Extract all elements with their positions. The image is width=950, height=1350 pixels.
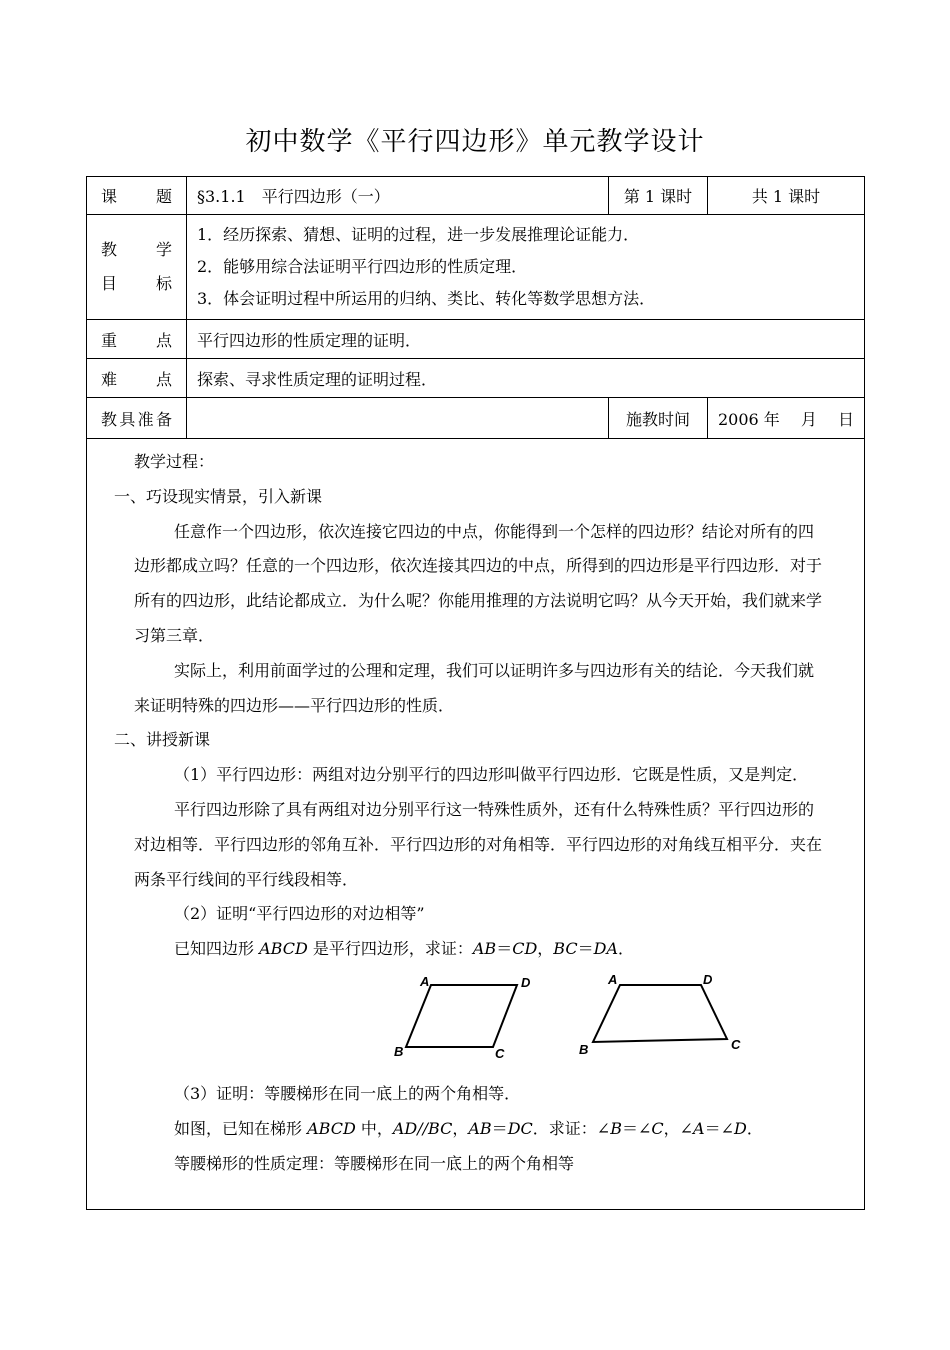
key-point-row (87, 320, 865, 359)
process-row (87, 439, 865, 1210)
time-label: 施教时间 (609, 398, 708, 439)
topic-label: 课 题 (87, 177, 187, 215)
vertex-label: C (731, 1036, 741, 1052)
key-point-text: 平行四边形的性质定理的证明． (187, 320, 865, 359)
paragraph: 任意作一个四边形，依次连接它四边的中点，你能得到一个怎样的四边形？结论对所有的四边形都成立吗？任意的一个四边形，依次连接其四边的中点，所得到的四边形是平行四边形．对于所有的四边形，此结论都成立．为什么呢？你能用推理的方法说明它吗？从今天开始，我们就来学习第三章． (134, 521, 823, 645)
paragraph: 实际上，利用前面学过的公理和定理，我们可以证明许多与四边形有关的结论．今天我们就来证明特殊的四边形——平行四边形的性质． (134, 660, 815, 715)
materials-value (187, 398, 609, 439)
parallelogram-figure (394, 974, 531, 1061)
paragraph: 平行四边形除了具有两组对边分别平行这一特殊性质外，还有什么特殊性质？平行四边形的对边相等．平行四边形的邻角互补．平行四边形的对角相等．平行四边形的对角线互相平分．夹在两条平行线间的平行线段相等． (134, 799, 823, 889)
total-periods: 共 1 课时 (708, 177, 865, 215)
goals-label: 教学 目标 (87, 215, 187, 320)
trapezoid-shape (593, 985, 727, 1042)
period-value: 第 1 课时 (609, 177, 708, 215)
section-heading: 一、巧设现实情景，引入新课 (114, 486, 323, 506)
vertex-label: C (495, 1045, 505, 1061)
vertex-label: B (579, 1041, 589, 1057)
vertex-label: D (703, 971, 713, 987)
difficulty-label: 难点 (87, 359, 187, 398)
paragraph: 如图，已知在梯形 ABCD 中，AD//BC，AB＝DC．求证：∠B＝∠C，∠A＝∠D． (174, 1118, 763, 1138)
materials-label: 教具准备 (87, 398, 187, 439)
parallelogram-shape (406, 985, 517, 1047)
materials-row (87, 398, 865, 439)
topic-value: §3.1.1 平行四边形（一） (187, 177, 609, 215)
goals-list (187, 215, 865, 320)
goals-row (87, 215, 865, 320)
topic-row (87, 177, 865, 215)
figures (134, 967, 822, 1077)
vertex-label: A (420, 973, 430, 989)
paragraph: （2）证明“平行四边形的对边相等” (174, 904, 425, 924)
vertex-label: D (521, 974, 531, 990)
teaching-process (87, 439, 865, 1210)
geometry-figures (87, 967, 787, 1077)
difficulty-text: 探索、寻求性质定理的证明过程． (187, 359, 865, 398)
lesson-plan-table (86, 176, 865, 1210)
section-heading: 二、讲授新课 (114, 730, 211, 750)
goal-item: 3．体会证明过程中所运用的归纳、类比、转化等数学思想方法． (197, 289, 656, 308)
vertex-label: B (394, 1043, 404, 1059)
key-point-label: 重点 (87, 320, 187, 359)
goal-item: 1．经历探索、猜想、证明的过程，进一步发展推理论证能力． (197, 225, 640, 244)
paragraph: 已知四边形 ABCD 是平行四边形，求证：AB＝CD，BC＝DA． (174, 939, 635, 959)
paragraph: 等腰梯形的性质定理：等腰梯形在同一底上的两个角相等 (174, 1153, 575, 1173)
goal-item: 2．能够用综合法证明平行四边形的性质定理． (197, 257, 528, 276)
process-heading: 教学过程： (134, 452, 215, 471)
difficulty-row (87, 359, 865, 398)
vertex-label: A (608, 971, 618, 987)
time-value: 2006 年 月 日 (708, 398, 865, 439)
paragraph: （1）平行四边形：两组对边分别平行的四边形叫做平行四边形．它既是性质，又是判定． (174, 765, 809, 785)
paragraph: （3）证明：等腰梯形在同一底上的两个角相等． (174, 1083, 521, 1103)
trapezoid-figure (579, 972, 741, 1057)
document-title: 初中数学《平行四边形》单元教学设计 (245, 127, 705, 157)
